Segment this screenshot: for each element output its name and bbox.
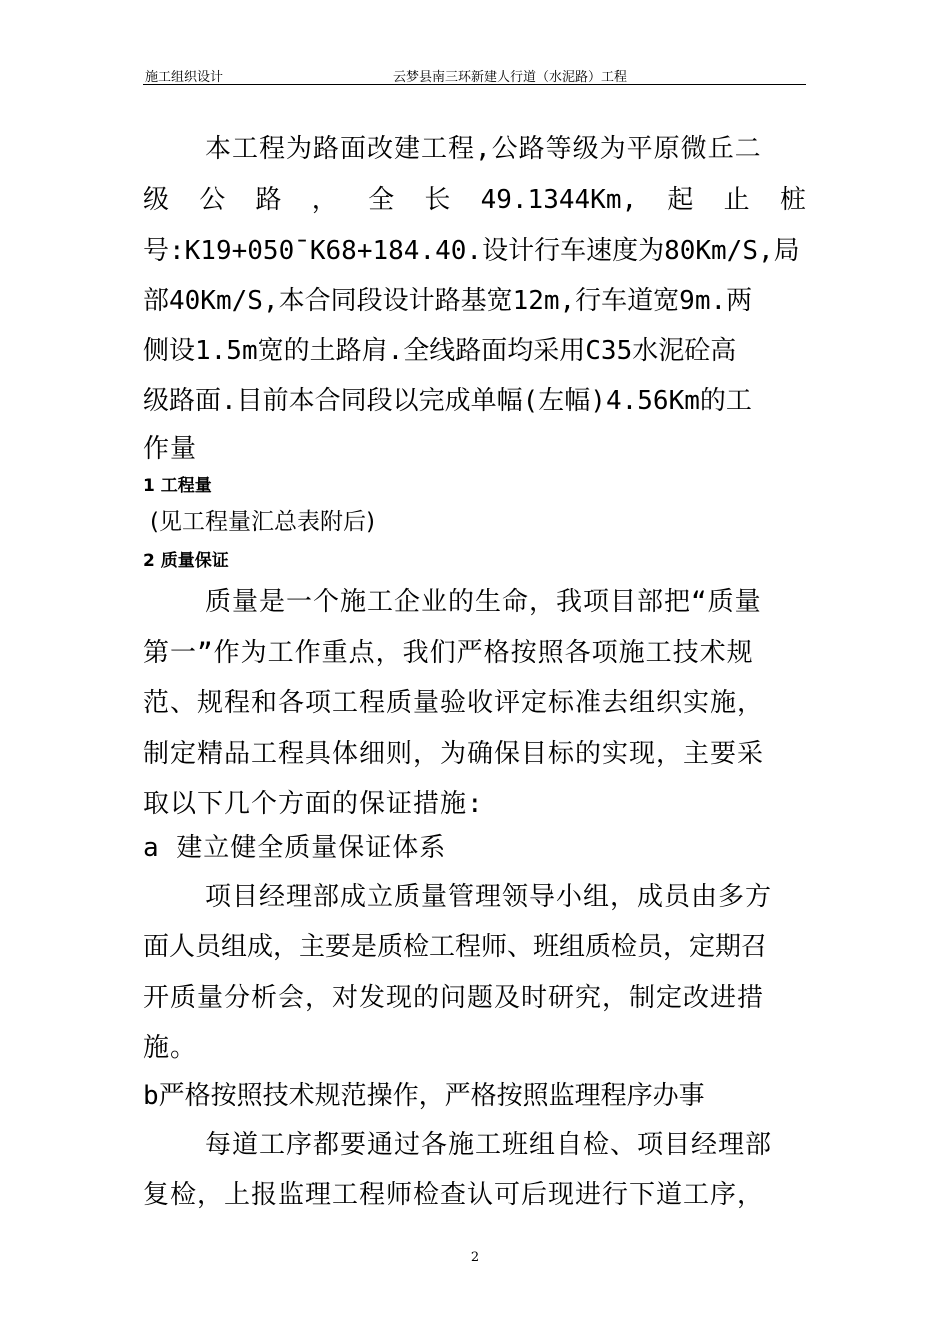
section-2-line-2: 第一”作为工作重点，我们严格按照各项施工技术规 — [143, 638, 754, 668]
item-a-title: a 建立健全质量保证体系 — [143, 833, 447, 863]
item-a-line-1: 项目经理部成立质量管理领导小组，成员由多方 — [205, 882, 773, 912]
item-b-line-2: 复检，上报监理工程师检查认可后现进行下道工序， — [143, 1180, 765, 1210]
page-number: 2 — [470, 1250, 480, 1265]
page-header — [143, 62, 806, 85]
section-2-line-1: 质量是一个施工企业的生命，我项目部把“质量 — [205, 587, 762, 617]
section-2-line-3: 范、规程和各项工程质量验收评定标准去组织实施， — [143, 688, 765, 718]
intro-line-2-word: 级 — [143, 185, 170, 215]
item-b-title: b严格按照技术规范操作，严格按照监理程序办事 — [143, 1081, 705, 1111]
header-project-title: 云梦县南三环新建人行道（水泥路）工程 — [393, 70, 628, 85]
section-1-heading: 1 工程量 — [143, 476, 212, 496]
intro-line-2-word: 公 — [199, 185, 226, 215]
intro-line-3: 号:K19+050¯K68+184.40.设计行车速度为80Km/S,局 — [143, 236, 800, 266]
intro-line-6: 级路面.目前本合同段以完成单幅(左幅)4.56Km的工 — [143, 386, 752, 416]
item-b-line-1: 每道工序都要通过各施工班组自检、项目经理部 — [205, 1130, 773, 1160]
section-2-line-5: 取以下几个方面的保证措施: — [143, 789, 484, 819]
intro-line-2-word: 桩 — [779, 185, 806, 215]
section-2-line-4: 制定精品工程具体细则，为确保目标的实现，主要采 — [143, 739, 765, 769]
intro-line-2-word: 止 — [723, 185, 750, 215]
item-a-line-4: 施。 — [143, 1033, 198, 1063]
intro-line-2-word: 全 — [368, 185, 395, 215]
section-2-heading: 2 质量保证 — [143, 551, 229, 571]
intro-line-2-word: 起 — [667, 185, 694, 215]
intro-line-2 — [143, 185, 806, 215]
section-1-note: (见工程量汇总表附后) — [150, 509, 375, 535]
intro-line-2-word: ， — [311, 185, 338, 215]
intro-line-2-word: 路 — [255, 185, 282, 215]
intro-line-2-word: 长 — [424, 185, 451, 215]
intro-line-4: 部40Km/S,本合同段设计路基宽12m,行车道宽9m.两 — [143, 286, 753, 316]
item-a-line-2: 面人员组成，主要是质检工程师、班组质检员，定期召 — [143, 932, 768, 962]
header-left-title: 施工组织设计 — [145, 70, 224, 85]
intro-line-1: 本工程为路面改建工程,公路等级为平原微丘二 — [205, 134, 762, 164]
intro-line-5: 侧设1.5m宽的土路肩.全线路面均采用C35水泥砼高 — [143, 336, 737, 366]
intro-line-2-word: 49.1344Km, — [480, 185, 638, 215]
item-a-line-3: 开质量分析会，对发现的问题及时研究，制定改进措 — [143, 983, 765, 1013]
intro-line-7: 作量 — [143, 434, 198, 464]
